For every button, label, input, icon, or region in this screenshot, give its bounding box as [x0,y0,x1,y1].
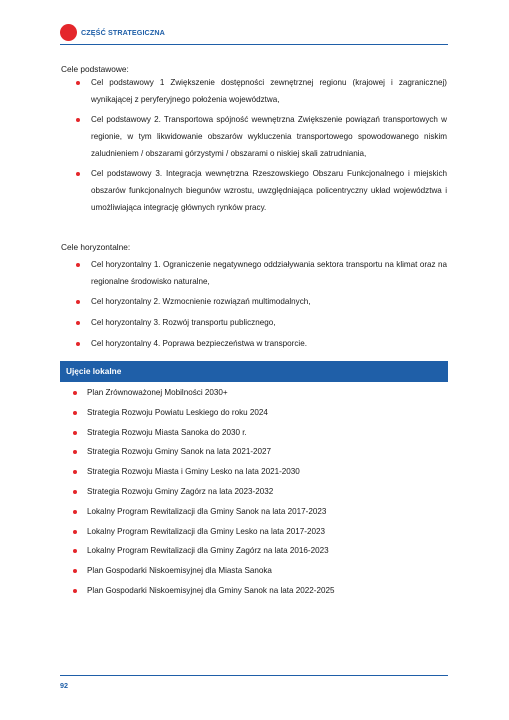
section-title: CZĘŚĆ STRATEGICZNA [81,28,165,37]
header-divider [60,44,448,45]
bullet-icon [76,300,80,304]
bullet-icon [76,118,80,122]
list-item [60,423,448,443]
list-item [61,315,447,332]
list-item [60,522,448,542]
horizontal-goals-list [61,257,447,357]
local-scope-title: Ujęcie lokalne [66,366,122,376]
list-item-text: Plan Gospodarki Niskoemisyjnej dla Miasta Sanoka [87,566,272,576]
list-item-text: Cel podstawowy 3. Integracja wewnętrzna Rzeszowskiego Obszaru Funkcjonalnego i miejskich obszarów funkcjonalnych biegunów wzrostu, uwzględniająca policentryczny układ województwa i umożliwiająca integrację głównych rynków pracy. [91,169,447,212]
bullet-icon [73,411,77,415]
list-item [61,75,447,108]
list-item-text: Lokalny Program Rewitalizacji dla Gminy Sanok na lata 2017-2023 [87,506,327,516]
bullet-icon [73,470,77,474]
list-item-text: Cel horyzontalny 2. Wzmocnienie rozwiązań multimodalnych, [91,297,311,307]
basic-goals-label: Cele podstawowe: [61,64,129,74]
bullet-icon [76,321,80,325]
list-item-text: Strategia Rozwoju Miasta i Gminy Lesko na lata 2021-2030 [87,467,300,477]
local-scope-list [60,383,448,601]
bullet-icon [73,431,77,435]
list-item [61,166,447,216]
list-item-text: Plan Zrównoważonej Mobilności 2030+ [87,388,228,397]
list-item-text: Strategia Rozwoju Miasta Sanoka do 2030 r. [87,427,247,437]
footer-divider [60,675,448,676]
list-item [60,482,448,502]
bullet-icon [73,450,77,454]
list-item-text: Plan Gospodarki Niskoemisyjnej dla Gminy Sanok na lata 2022-2025 [87,585,335,595]
list-item [60,561,448,581]
list-item [61,336,447,353]
bullet-icon [76,81,80,85]
list-item [60,442,448,462]
list-item [60,462,448,482]
bullet-icon [76,172,80,176]
page-number: 92 [60,681,68,690]
list-item [60,403,448,423]
list-item-text: Strategia Rozwoju Gminy Zagórz na lata 2023-2032 [87,486,274,496]
bullet-icon [76,263,80,267]
list-item-text: Strategia Rozwoju Powiatu Leskiego do roku 2024 [87,407,268,417]
list-item-text: Cel horyzontalny 3. Rozwój transportu publicznego, [91,318,276,328]
list-item [61,294,447,311]
list-item [60,541,448,561]
list-item [60,383,448,403]
bullet-icon [73,391,77,395]
bullet-icon [76,342,80,346]
list-item-text: Cel podstawowy 2. Transportowa spójność wewnętrzna Zwiększenie powiązań transportowych w regionie, w tym likwidowanie obszarów wykluczenia transportowego spowodowanego niskim zaludnieniem / obszarami górzystymi / obszarami o niskiej skali zatrudniania, [91,115,447,158]
bullet-icon [73,510,77,514]
red-circle-icon [60,24,77,41]
local-scope-header [60,361,448,382]
list-item-text: Strategia Rozwoju Gminy Sanok na lata 2021-2027 [87,447,272,457]
bullet-icon [73,589,77,593]
page-header [60,24,448,48]
list-item-text: Cel horyzontalny 4. Poprawa bezpieczeństwa w transporcie. [91,338,307,348]
list-item [61,257,447,290]
bullet-icon [73,490,77,494]
list-item [60,581,448,601]
list-item-text: Cel podstawowy 1 Zwiększenie dostępności zewnętrznej regionu (krajowej i zagranicznej) wynikającej z peryferyjnego położenia województwa, [91,78,447,104]
bullet-icon [73,569,77,573]
horizontal-goals-label: Cele horyzontalne: [61,242,131,252]
bullet-icon [73,530,77,534]
list-item-text: Lokalny Program Rewitalizacji dla Gminy Zagórz na lata 2016-2023 [87,546,329,556]
list-item [61,112,447,162]
bullet-icon [73,549,77,553]
list-item-text: Cel horyzontalny 1. Ograniczenie negatywnego oddziaływania sektora transportu na klimat oraz na regionalne środowisko naturalne, [91,260,447,286]
list-item-text: Lokalny Program Rewitalizacji dla Gminy Lesko na lata 2017-2023 [87,526,325,536]
basic-goals-list [61,75,447,220]
list-item [60,502,448,522]
